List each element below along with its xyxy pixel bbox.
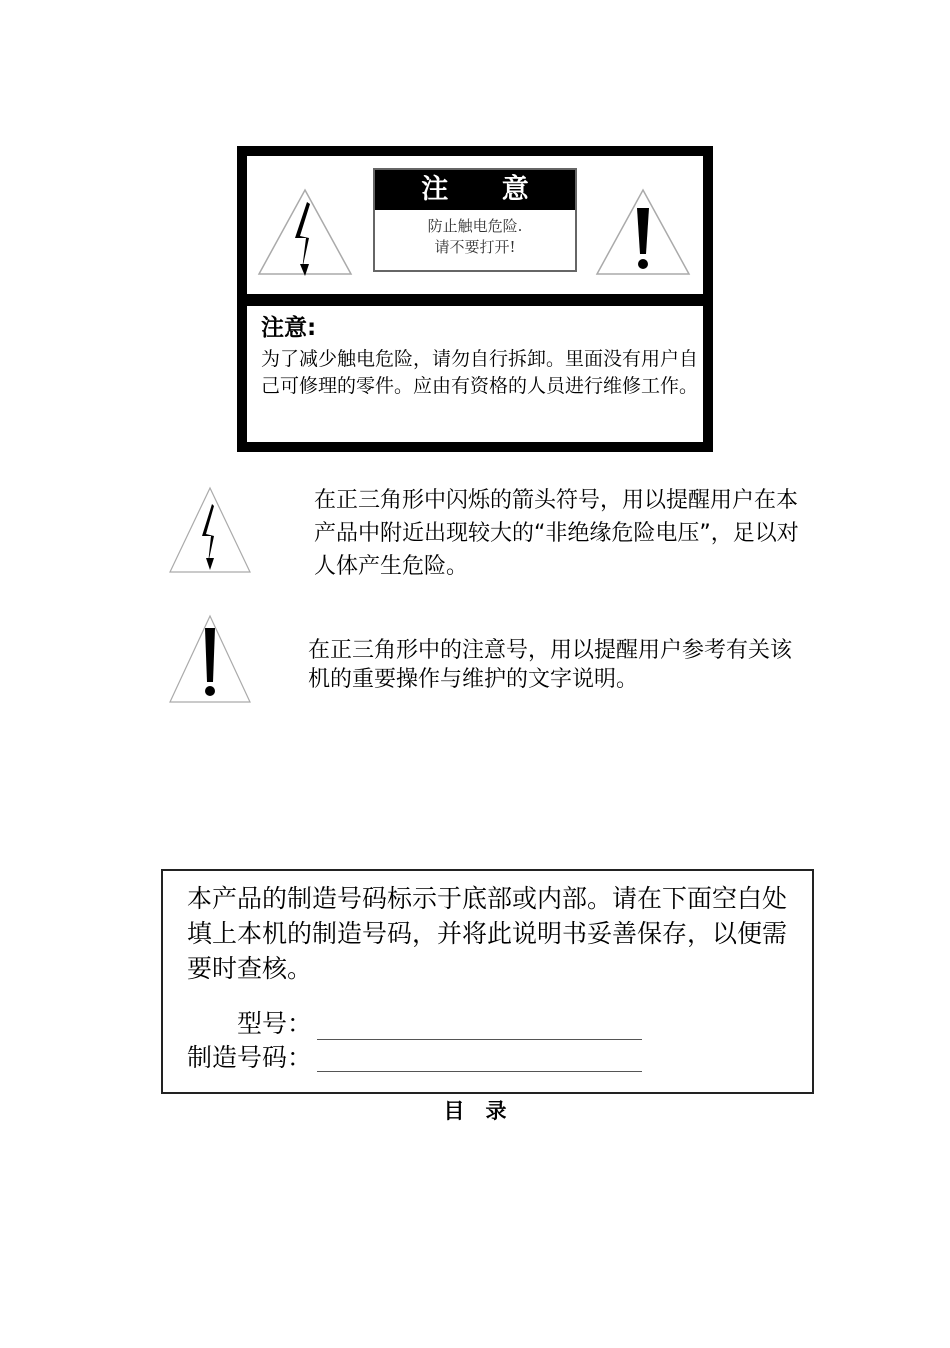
exclamation-triangle-icon <box>168 614 252 704</box>
caution-box <box>373 168 577 272</box>
lightning-symbol-explanation: 在正三角形中闪烁的箭头符号，用以提醒用户在本产品中附近出现较大的“非绝缘危险电压”，足以对人体产生危险。 <box>314 488 799 579</box>
warning-label-bottom-panel <box>247 306 703 442</box>
caution-body-line1: 防止触电危险. <box>427 217 523 235</box>
caution-body <box>375 216 575 258</box>
serial-number-fill-line <box>317 1071 642 1072</box>
serial-number-label: 制造号码： <box>187 1043 313 1072</box>
serial-instructions: 本产品的制造号码标示于底部或内部。请在下面空白处填上本机的制造号码，并将此说明书妥善保存，以便需要时查核。 <box>187 884 788 983</box>
caution-header: 注 意 <box>375 170 575 210</box>
warning-label-top-panel <box>247 156 703 294</box>
caution-body-line2: 请不要打开! <box>434 238 516 256</box>
exclamation-triangle-icon <box>593 186 693 278</box>
exclamation-symbol-explanation: 在正三角形中的注意号，用以提醒用户参考有关该机的重要操作与维护的文字说明。 <box>308 638 793 692</box>
serial-number-box <box>161 869 814 1094</box>
lightning-triangle-icon <box>255 186 355 278</box>
lightning-triangle-icon <box>168 486 252 574</box>
model-fill-line <box>317 1039 642 1040</box>
warning-label <box>237 146 713 452</box>
warning-title: 注意: <box>261 315 317 341</box>
model-label: 型号： <box>237 1009 313 1038</box>
warning-text: 为了减少触电危险，请勿自行拆卸。里面没有用户自己可修理的零件。应由有资格的人员进行维修工作。 <box>261 348 699 397</box>
table-of-contents-title: 目 录 <box>443 1099 507 1123</box>
